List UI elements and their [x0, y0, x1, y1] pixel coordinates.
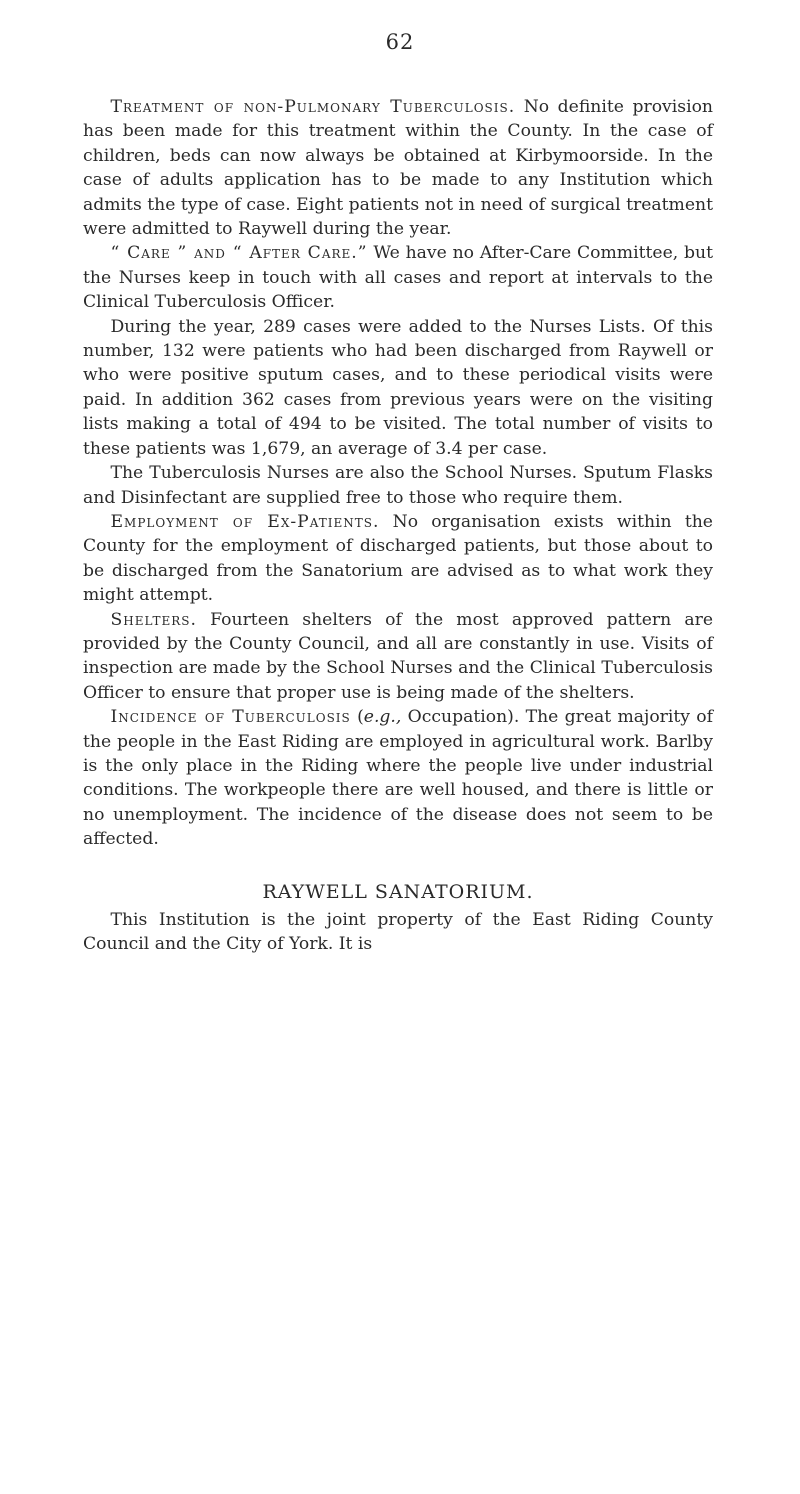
paragraph-care	[83, 241, 713, 314]
paragraph-during-year	[83, 315, 713, 461]
text-incidence: The great majority of the people in the East Riding are employed in agricultural work. Barlby is the only place in the Riding where the people live under industrial conditions. The workpeople there are well housed, and there is little or no unemployment. The incidence of the disease does not seem to be affected.	[83, 707, 714, 850]
paragraph-employment	[83, 510, 713, 608]
document-body	[83, 95, 713, 957]
text-nurses: The Tuberculosis Nurses are also the School Nurses. Sputum Flasks and Disinfectant are supplied free to those who require them.	[83, 463, 713, 508]
heading-incidence-open: (	[357, 707, 364, 728]
text-treatment: No definite provision has been made for this treatment within the County. In the case of children, beds can now always be obtained at Kirbymoorside. In the case of adults application has to be made to any Institution which admits the type of case. Eight patients not in need of surgical treatment were admitted to Raywell during the year.	[83, 97, 713, 240]
paragraph-nurses	[83, 461, 713, 510]
heading-incidence-close: Occupation).	[401, 707, 520, 728]
section-title-raywell: RAYWELL SANATORIUM.	[262, 880, 534, 903]
text-shelters: Fourteen shelters of the most approved pattern are provided by the County Council, and all are constantly in use. Visits of inspection are made by the School Nurses and the Clinical Tuberculosis Officer to ensure that proper use is being made of the shelters.	[83, 609, 713, 703]
heading-employment: Employment of Ex-Patients.	[110, 511, 380, 532]
paragraph-incidence	[83, 705, 713, 851]
heading-treatment: Treatment of non-Pulmonary Tuberculosis.	[110, 97, 516, 117]
page-number: 62	[385, 30, 415, 54]
text-raywell: This Institution is the joint property of the East Riding County Council and the City of York. It is	[83, 910, 713, 955]
paragraph-treatment	[83, 95, 713, 241]
heading-care: “ Care ” and “ After Care.”	[110, 243, 368, 264]
heading-incidence-eg: e.g.,	[363, 707, 402, 728]
heading-shelters: Shelters.	[110, 609, 197, 630]
text-employment: No organisation exists within the County for the employment of discharged patients, but those about to be discharged from the Sanatorium are advised as to what work they might attempt.	[83, 511, 713, 606]
heading-incidence: Incidence of Tuberculosis	[110, 707, 351, 728]
paragraph-shelters	[83, 608, 713, 706]
text-care: We have no After-Care Committee, but the Nurses keep in touch with all cases and report at intervals to the Clinical Tuberculosis Officer.	[83, 243, 713, 313]
text-during-year: During the year, 289 cases were added to the Nurses Lists. Of this number, 132 were patients who had been discharged from Raywell or who were positive sputum cases, and to these periodical visits were paid. In addition 362 cases from previous years were on the visiting lists making a total of 494 to be visited. The total number of visits to these patients was 1,679, an average of 3.4 per case.	[83, 316, 713, 459]
paragraph-raywell	[83, 908, 713, 957]
